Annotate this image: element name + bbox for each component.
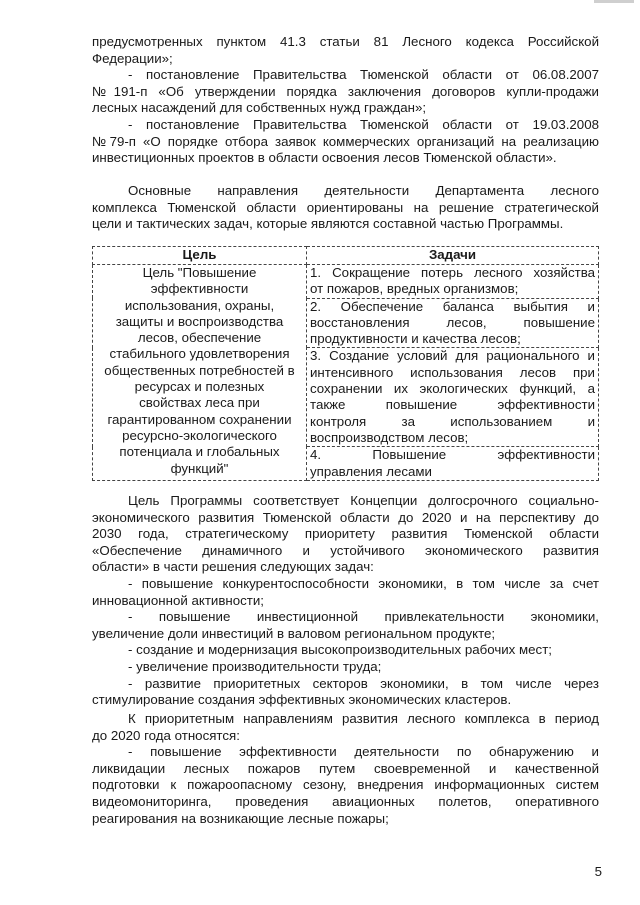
text-line: «Обеспечение динамичного и устойчивого экономического развития	[92, 542, 599, 558]
task-line: также повышение эффективности	[310, 397, 595, 413]
text-line: 2030 года, стратегическому приоритету развития Тюменской области	[92, 526, 599, 542]
text-line: - постановление Правительства Тюменской области от 06.08.2007	[128, 67, 599, 83]
text-line: до 2020 года относятся:	[92, 727, 240, 743]
page-number: 5	[594, 864, 602, 879]
goal-line: гарантированном сохранении	[107, 411, 292, 427]
text-line: Основные направления деятельности Департамента лесного	[128, 183, 599, 198]
concept-paragraph	[92, 493, 599, 709]
task-line: 2. Обеспечение баланса выбытия и	[310, 298, 595, 314]
goal-line: эффективности	[150, 281, 249, 297]
scan-mark	[594, 0, 634, 3]
task-line: воспроизводством лесов;	[310, 429, 469, 445]
priority-paragraph	[92, 711, 599, 827]
text-line: - повышение инвестиционной привлекательности экономики,	[128, 609, 599, 625]
goal-cell	[93, 265, 307, 481]
goal-line: ресурсах и полезных	[134, 379, 265, 395]
table-row	[93, 265, 599, 299]
text-line: лесных насаждений для собственных нужд граждан»;	[92, 100, 427, 116]
text-line: К приоритетным направлениям развития лесного комплекса в период	[128, 711, 599, 726]
text-line: цели и тактических задач, которые являются составной частью Программы.	[92, 216, 564, 232]
header-tasks: Задачи	[307, 247, 599, 265]
text-line: увеличение доли инвестиций в валовом региональном продукте;	[92, 625, 496, 641]
text-line: стимулирование создания эффективных экономических кластеров.	[92, 692, 512, 708]
goal-line: функций"	[170, 460, 229, 476]
text-line: инновационной активности;	[92, 592, 265, 608]
text-line: - создание и модернизация высокопроизводительных рабочих мест;	[128, 642, 552, 658]
goal-line: потенциала и глобальных	[119, 444, 280, 460]
task-cell-3	[307, 348, 599, 447]
task-line: контроля за использованием и	[310, 413, 595, 429]
task-line: от пожаров, вредных организмов;	[310, 281, 519, 297]
goal-line: стабильного удовлетворения	[109, 346, 290, 362]
goal-line: свойствах леса при	[139, 395, 260, 411]
text-line: реагирования на возникающие лесные пожары;	[92, 810, 389, 826]
task-line: 1. Сокращение потерь лесного хозяйства	[310, 265, 595, 280]
directions-paragraph	[92, 183, 599, 233]
text-line: №191-п «Об утверждении порядка заключения договоров купли-продажи	[92, 83, 599, 99]
task-cell-1	[307, 265, 599, 299]
text-line: - развитие приоритетных секторов экономики, в том числе через	[128, 675, 599, 691]
text-line: - постановление Правительства Тюменской области от 19.03.2008	[128, 116, 599, 132]
task-line: сохранении их экологических функций, а	[310, 381, 595, 397]
task-line: управления лесами	[310, 463, 432, 479]
text-line: предусмотренных пунктом 41.3 статьи 81 Лесного кодекса Российской	[92, 34, 599, 49]
table-header-row	[93, 247, 599, 265]
text-line: экономического развития Тюменской области до 2020 и на перспективу до	[92, 509, 599, 525]
task-line: 3. Создание условий для рационального и	[310, 348, 595, 364]
task-line: 4. Повышение эффективности	[310, 447, 595, 463]
goal-line: Цель "Повышение	[142, 265, 257, 280]
goal-line: лесов, обеспечение	[137, 330, 262, 346]
task-line: продуктивности и качества лесов;	[310, 331, 521, 347]
text-line: инвестиционных проектов в области освоения лесов Тюменской области».	[92, 150, 557, 166]
goal-line: ресурсно-экологического	[122, 427, 277, 443]
text-line: - повышение эффективности деятельности по обнаружению и	[128, 744, 599, 760]
task-line: восстановления лесов, повышение	[310, 314, 595, 330]
task-cell-4	[307, 447, 599, 481]
text-line: видеомониторинга, проведения авиационных полетов, оперативного	[92, 793, 599, 809]
task-line: интенсивного использования лесов при	[310, 364, 595, 380]
text-line: Федерации»;	[92, 50, 173, 66]
text-line: №79-п «О порядке отбора заявок коммерческих организаций на реализацию	[92, 133, 599, 149]
goal-line: использования, охраны,	[124, 297, 275, 313]
task-cell-2	[307, 298, 599, 348]
goals-tasks-table	[92, 246, 599, 481]
header-goal: Цель	[93, 247, 307, 265]
text-line: Цель Программы соответствует Концепции долгосрочного социально-	[128, 493, 599, 508]
text-line: - увеличение производительности труда;	[128, 658, 382, 674]
text-line: ликвидации лесных пожаров путем своевременной и качественной	[92, 760, 599, 776]
goal-line: защиты и воспроизводства	[115, 313, 284, 329]
text-line: комплекса Тюменской области ориентированы на решение стратегической	[92, 199, 599, 215]
text-line: - повышение конкурентоспособности экономики, в том числе за счет	[128, 575, 599, 591]
intro-paragraph	[92, 34, 599, 167]
text-line: подготовки к пожароопасному сезону, внедрения информационных систем	[92, 777, 599, 793]
goal-line: общественных потребностей в	[104, 362, 295, 378]
text-line: области» в части решения следующих задач:	[92, 559, 374, 575]
